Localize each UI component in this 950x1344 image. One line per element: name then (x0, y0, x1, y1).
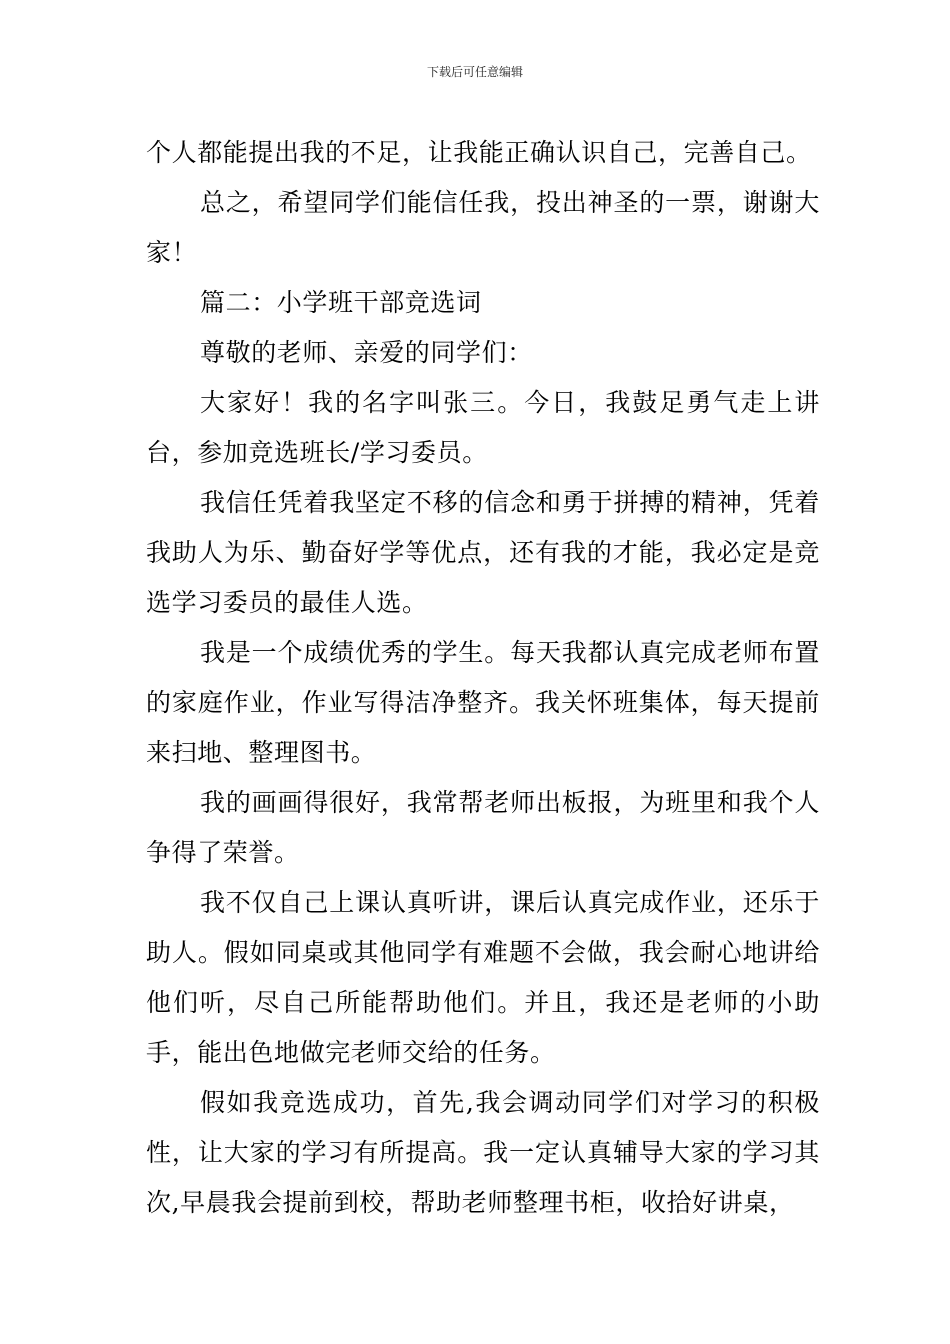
section-title: 篇二：小学班干部竞选词 (200, 288, 482, 317)
paragraph: 我不仅自己上课认真听讲，课后认真完成作业，还乐于助人。假如同桌或其他同学有难题不会做，我会耐心地讲给他们听，尽自己所能帮助他们。并且，我还是老师的小助手，能出色地做完老师交给的任务。 (146, 888, 820, 1067)
paragraph: 我的画画得很好，我常帮老师出板报，为班里和我个人争得了荣誉。 (146, 788, 820, 867)
salutation: 尊敬的老师、亲爱的同学们： (200, 338, 533, 367)
paragraph: 假如我竞选成功，首先,我会调动同学们对学习的积极性，让大家的学习有所提高。我一定认真辅导大家的学习其次,早晨我会提前到校，帮助老师整理书柜，收拾好讲桌， (146, 1088, 820, 1217)
document-body (146, 128, 820, 1228)
paragraph: 大家好！我的名字叫张三。今日，我鼓足勇气走上讲台，参加竞选班长/学习委员。 (146, 388, 820, 467)
page-header: 下载后可任意编辑 (426, 65, 523, 79)
paragraph: 总之，希望同学们能信任我，投出神圣的一票，谢谢大家！ (146, 188, 820, 267)
paragraph: 个人都能提出我的不足，让我能正确认识自己，完善自己。 (146, 138, 812, 167)
paragraph: 我信任凭着我坚定不移的信念和勇于拼搏的精神，凭着我助人为乐、勤奋好学等优点，还有我的才能，我必定是竞选学习委员的最佳人选。 (146, 488, 820, 617)
paragraph: 我是一个成绩优秀的学生。每天我都认真完成老师布置的家庭作业，作业写得洁净整齐。我关怀班集体，每天提前来扫地、整理图书。 (146, 638, 820, 767)
